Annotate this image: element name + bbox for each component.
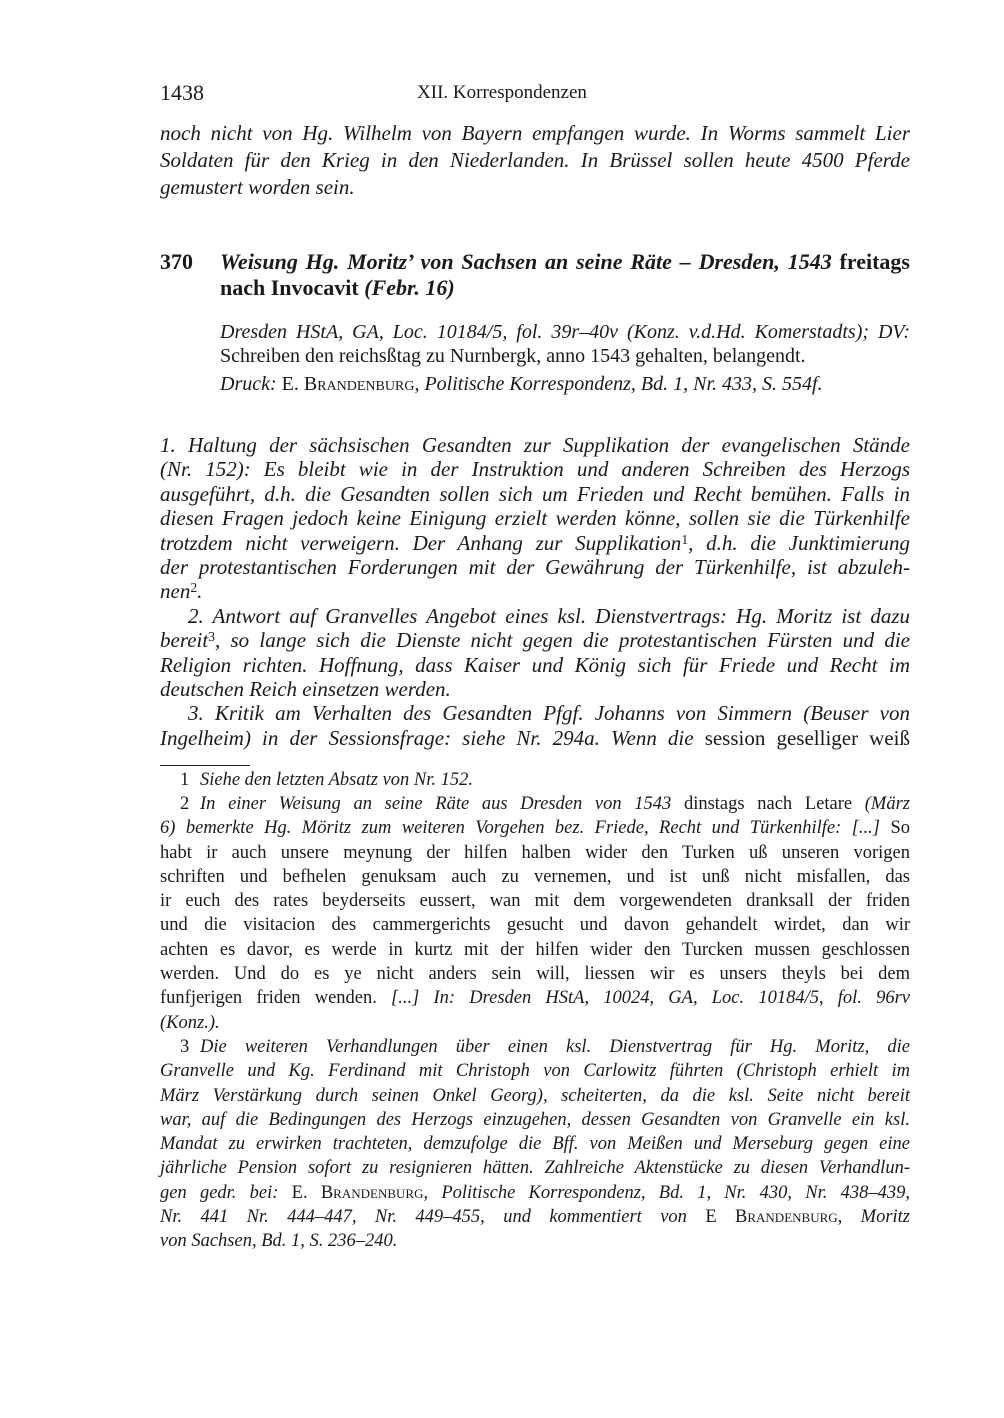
text-segment: gen gedr. bei:: [160, 1182, 279, 1203]
text-segment: , d.h. die Junktimierung: [688, 530, 910, 555]
text-segment: März Verstärkung durch seinen Onkel Georg), scheiterten, da die ksl. Seite nicht bereit: [160, 1085, 910, 1106]
text-line: [160, 1084, 910, 1108]
text-segment: habt ir auch unsere meynung der hilfen halben wider den Turken uß unseren vorigen: [160, 842, 910, 863]
text-segment: war, auf die Bedingungen des Herzogs einzugehen, dessen Gesandten von Granvelle ein ksl.: [160, 1109, 910, 1130]
text-segment: bereit: [160, 628, 209, 653]
text-line: [160, 889, 910, 913]
text-line: [160, 628, 910, 652]
text-line: [220, 372, 910, 396]
footnote-number: 1: [180, 770, 190, 790]
footnote-number: 2: [180, 794, 190, 814]
text-segment: Mandat zu erwirken trachteten, demzufolge die Bff. von Meißen und Merseburg gegen eine: [160, 1134, 910, 1155]
text-segment: E: [686, 1207, 736, 1228]
text-segment: ir euch des rates beyderseits eussert, wan mit dem vorgewendeten dranksall der friden: [160, 891, 910, 912]
text-line: [160, 913, 910, 937]
text-segment: noch nicht von Hg. Wilhelm von Bayern empfangen wurde. In Worms sammelt Lier: [160, 121, 910, 145]
text-line: [160, 677, 910, 701]
text-line: [160, 1108, 910, 1132]
text-segment: Brandenburg: [303, 373, 415, 395]
footnote-1: [160, 768, 910, 792]
text-line: [160, 1132, 910, 1156]
text-line: [160, 1035, 910, 1059]
text-line: [160, 482, 910, 506]
text-line: [160, 531, 910, 555]
source-note: [220, 320, 910, 396]
text-line: [160, 701, 910, 725]
text-segment: 6) bemerkte Hg. Möritz zum weiteren Vorgehen bez. Friede, Recht und Türkenhilfe: [...]: [160, 818, 880, 839]
text-segment: 2. Antwort auf Granvelles Angebot eines ksl. Dienstvertrags: Hg. Moritz ist dazu: [188, 603, 910, 628]
text-line: [160, 457, 910, 481]
text-line: [160, 506, 910, 530]
text-segment: von Sachsen, Bd. 1, S. 236–240.: [160, 1231, 398, 1252]
document-number: 370: [160, 249, 193, 274]
footnote-divider: [160, 765, 250, 766]
text-segment: Die weiteren Verhandlungen über einen ksl. Dienstvertrag für Hg. Moritz, die: [200, 1037, 910, 1057]
text-line: [160, 174, 910, 201]
text-segment: Brandenburg: [320, 1182, 424, 1203]
footnote-3: [160, 1035, 910, 1254]
text-segment: gemustert worden sein.: [160, 175, 355, 199]
text-line: [160, 1059, 910, 1083]
text-segment: deutschen Reich einsetzen werden.: [160, 676, 451, 701]
text-segment: ausgeführt, d.h. die Gesandten sollen sich um Frieden und Recht bemühen. Falls in: [160, 481, 910, 506]
text-segment: Granvelle und Kg. Ferdinand mit Christoph von Carlowitz führten (Christoph erhielt im: [160, 1061, 910, 1082]
text-line: [160, 433, 910, 457]
text-line: [220, 320, 910, 344]
text-segment: nen: [160, 579, 191, 604]
text-segment: freitags: [831, 249, 910, 274]
text-line: [160, 147, 910, 174]
text-segment: , Politische Korrespondenz, Bd. 1, Nr. 430, Nr. 438–439,: [423, 1182, 910, 1203]
text-segment: schriften und befhelen genuksam auch zu vernemen, und ist unß nicht misfallen, das: [160, 866, 910, 887]
text-segment: Soldaten für den Krieg in den Niederlanden. In Brüssel sollen heute 4500 Pferde: [160, 148, 910, 172]
text-segment: achten es davor, es werde in kurtz mit der hilfen wider den Turcken mussen geschlossen: [160, 939, 910, 960]
text-segment: (März: [864, 794, 910, 814]
text-segment: Schreiben den reichsßtag zu Nurnbergk, anno 1543 gehalten, belangendt.: [220, 345, 806, 367]
continued-summary: [160, 120, 910, 201]
text-segment: Ingelheim) in der Sessionsfrage: siehe Nr. 294a. Wenn die: [160, 725, 694, 750]
text-segment: So: [880, 818, 910, 839]
text-segment: , Politische Korrespondenz, Bd. 1, Nr. 433, S. 554f.: [414, 373, 823, 395]
text-line: [220, 344, 910, 368]
footnote-number: 3: [180, 1037, 190, 1057]
text-line: [160, 792, 910, 816]
text-line: [160, 1011, 910, 1035]
footnote-reference: 3: [208, 628, 216, 644]
text-segment: E.: [276, 373, 304, 395]
text-segment: Weisung Hg. Moritz’ von Sachsen an seine Räte – Dresden, 1543: [220, 249, 832, 274]
text-segment: funfjerigen friden wenden.: [160, 988, 392, 1009]
text-line: [160, 816, 910, 840]
text-segment: der protestantischen Forderungen mit der Gewährung der Türkenhilfe, ist abzuleh-: [160, 554, 910, 579]
text-line: [160, 653, 910, 677]
text-line: [160, 1229, 910, 1253]
document-summary: [160, 433, 910, 750]
text-line: [160, 726, 910, 750]
text-segment: In einer Weisung an seine Räte aus Dresden von 1543: [200, 794, 672, 814]
text-line: [160, 938, 910, 962]
text-line: [220, 249, 910, 275]
text-segment: 1. Haltung der sächsischen Gesandten zur Supplikation der evangelischen Stände: [160, 433, 910, 457]
text-line: [160, 604, 910, 628]
document-heading: [220, 249, 910, 301]
text-line: [160, 768, 910, 792]
text-segment: 3. Kritik am Verhalten des Gesandten Pfgf. Johanns von Simmern (Beuser von: [188, 701, 910, 726]
text-line: [160, 1181, 910, 1205]
footnote-reference: 1: [681, 531, 689, 547]
text-segment: werden. Und do es ye nicht anders sein will, liessen wir es unsers theyls bei dem: [160, 964, 910, 985]
text-segment: Nr. 441 Nr. 444–447, Nr. 449–455, und kommentiert von: [160, 1207, 687, 1228]
text-segment: (Febr. 16): [364, 275, 455, 300]
text-line: [160, 555, 910, 579]
text-segment: dinstags nach Letare: [671, 794, 865, 814]
text-segment: und die visitacion des cammergerichts gesucht und davon gehandelt wirdet, dan wir: [160, 915, 910, 936]
page-number: 1438: [160, 80, 204, 105]
text-segment: nach Invocavit: [220, 275, 365, 300]
text-segment: Religion richten. Hoffnung, dass Kaiser und König sich für Friede und Recht im: [160, 652, 910, 677]
text-segment: Siehe den letzten Absatz von Nr. 152.: [200, 770, 474, 790]
text-segment: (Konz.).: [160, 1012, 220, 1033]
text-line: [160, 841, 910, 865]
text-segment: , Moritz: [837, 1207, 910, 1228]
text-segment: Druck:: [220, 373, 277, 395]
text-line: [160, 579, 910, 603]
running-title: XII. Korrespondenzen: [417, 82, 587, 103]
text-line: [160, 962, 910, 986]
text-segment: diesen Fragen jedoch keine Einigung erzielt werden könne, sollen sie die Türkenhilfe: [160, 506, 910, 531]
text-segment: E.: [278, 1182, 321, 1203]
text-line: [160, 986, 910, 1010]
footnote-reference: 2: [190, 580, 198, 596]
text-segment: Brandenburg: [735, 1207, 838, 1228]
text-line: [160, 120, 910, 147]
text-line: [160, 1156, 910, 1180]
text-line: [160, 865, 910, 889]
text-segment: .: [197, 579, 203, 604]
footnote-2: [160, 792, 910, 1035]
text-segment: , so lange sich die Dienste nicht gegen die protestantischen Fürsten und die: [215, 628, 910, 653]
text-segment: Dresden HStA, GA, Loc. 10184/5, fol. 39r–40v (Konz. v.d.Hd. Komerstadts); DV:: [220, 321, 910, 343]
text-segment: [...] In: Dresden HStA, 10024, GA, Loc. 10184/5, fol. 96rv: [391, 988, 910, 1009]
text-segment: trotzdem nicht verweigern. Der Anhang zur Supplikation: [160, 530, 682, 555]
text-line: [220, 275, 910, 301]
text-segment: (Nr. 152): Es bleibt wie in der Instruktion und anderen Schreiben des Herzogs: [160, 457, 910, 482]
text-segment: jährliche Pension sofort zu resignieren hätten. Zahlreiche Aktenstücke zu diesen Verhandlun-: [160, 1158, 910, 1179]
text-segment: session geselliger weiß: [693, 725, 911, 750]
text-line: [160, 1205, 910, 1229]
